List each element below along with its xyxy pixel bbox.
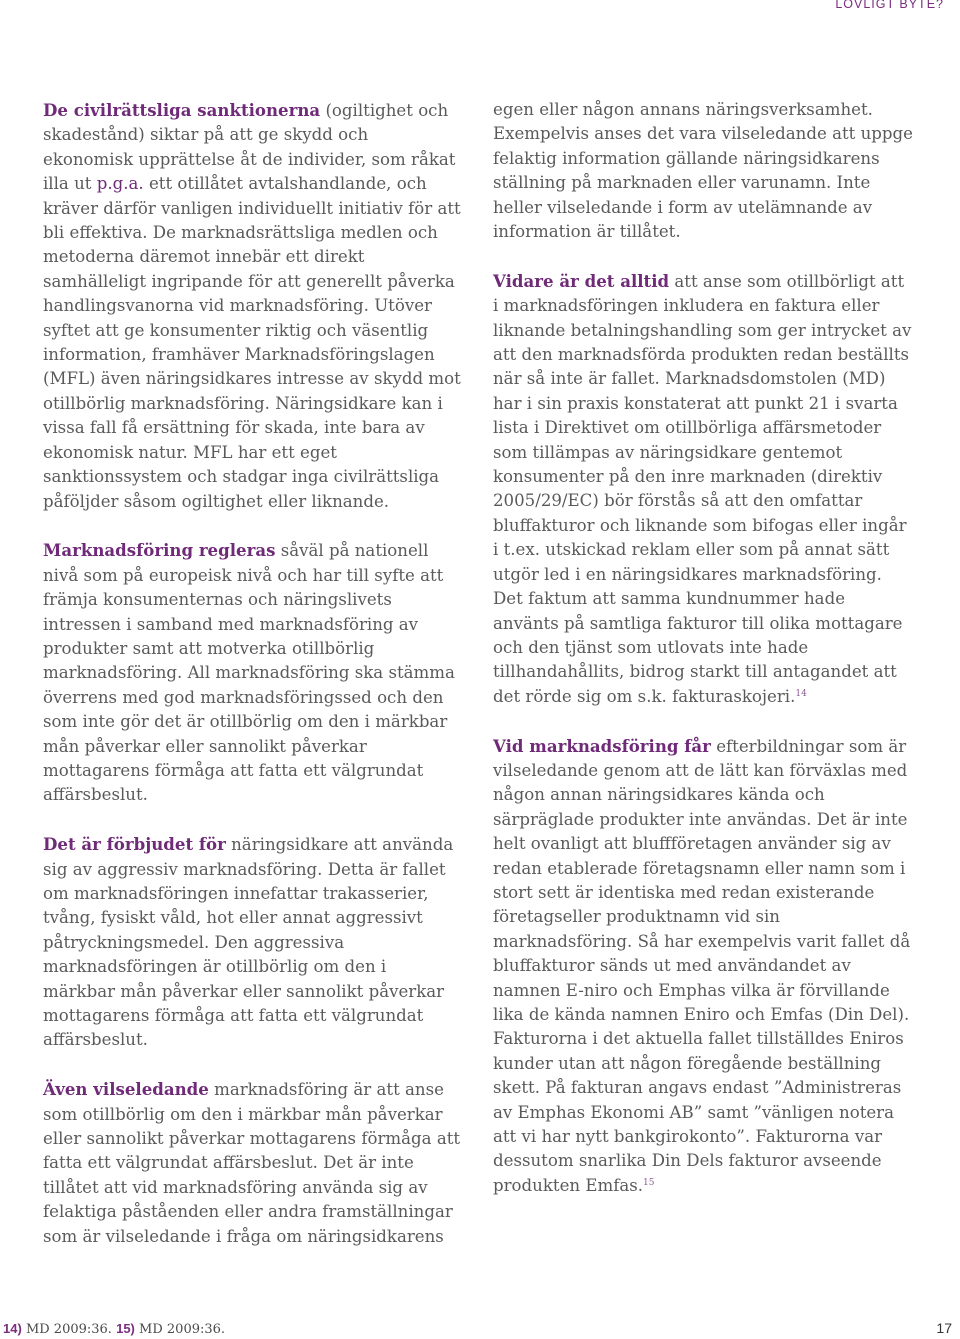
paragraph-text: såväl på nationell nivå som på europeisk nivå och har till syfte att främja konsumenternas och näringslivets intressen i samband med marknadsföring av produkter samt att motverka otillbörlig marknadsföring. All marknadsföring ska stämma överrens med god marknadsföringssed och den som inte gör det är otillbörlig om den i märkbar mån påverkar eller sannolikt påverkar mottagarens förmåga att fatta ett välgrundat affärsbeslut.	[43, 541, 455, 805]
paragraph-lead: Även vilseledande	[43, 1079, 209, 1100]
page-number: 17	[936, 1320, 952, 1336]
paragraph-lead: Vid marknadsföring får	[493, 735, 711, 756]
footnote-14	[3, 1322, 116, 1337]
footnote-number: 14)	[3, 1321, 22, 1336]
paragraph-lead: De civilrättsliga sanktionerna	[43, 100, 321, 120]
paragraph-text: näringsidkare att använda sig av aggressiv marknadsföring. Detta är fallet om marknadsföringen innefattar trakasserier, tvång, fysiskt våld, hot eller annat aggressivt påtryckningsmedel. Den aggressiva marknadsföringen är otillbörlig om den i märkbar mån påverkar eller sannolikt påverkar mottagarens förmåga att fatta ett välgrundat affärsbeslut.	[43, 835, 454, 1050]
paragraph	[43, 538, 463, 807]
paragraph-text: marknadsföring är att anse som otillbörlig om den i märkbar mån påverkar eller sannolikt påverkar mottagarens förmåga att fatta ett välgrundat affärsbeslut. Det är inte tillåtet att vid marknadsföring använda sig av felaktiga påståenden eller andra framställningar som är vilseledande i fråga om näringsidkarens	[43, 1080, 461, 1246]
highlighted-text: p.g.a.	[96, 174, 144, 194]
paragraph	[43, 1077, 463, 1249]
footnote-text: MD 2009:36.	[25, 1322, 112, 1337]
paragraph-lead: Vidare är det alltid	[493, 270, 670, 291]
paragraph-text: efterbildningar som är vilseledande genom att de lätt kan förväxlas med någon annan näringsidkares kända och särpräglade produkter inte användas. Det är inte helt ovanligt att bluffföretagen använder sig av redan etablerade företagsnamn eller namn som i stort sett är identiska med redan existerande företagseller produktnamn vid sin marknadsföring. Så har exempelvis varit fallet då bluffakturor sänds ut med användandet av namnen E-niro och Emphas vilka är förvillande lika de kända namnen Eniro och Emfas (Din Del). Fakturorna i det aktuella fallet tillställdes Eniros kunder utan att någon föregående beställning skett. På fakturan angavs endast ”Administreras av Emphas Ekonomi AB” samt ”vänligen notera att vi har nytt bankgirokonto”. Fakturorna var dessutom snarlika Din Dels fakturor avseende produkten Emfas.	[493, 736, 911, 1195]
paragraph	[493, 98, 913, 244]
paragraph	[493, 269, 913, 709]
paragraph-text: (ogiltighet och skadestånd) siktar på att ge skydd och ekonomisk upprättelse åt de individer, som råkat illa ut	[43, 101, 456, 194]
footnote-ref: 14	[795, 688, 807, 699]
footnote-ref: 15	[643, 1177, 655, 1188]
right-column	[493, 98, 913, 1223]
paragraph-lead: Det är förbjudet för	[43, 834, 226, 855]
footnotes	[3, 1320, 225, 1339]
paragraph	[493, 734, 913, 1199]
footnote-15	[116, 1322, 225, 1337]
footnote-number: 15)	[116, 1321, 135, 1336]
paragraph-text: att anse som otillbörligt att i marknadsföringen inkludera en faktura eller liknande betalningshandling som ger intrycket av att den marknadsförda produkten redan beställts när så inte är fallet. Marknadsdomstolen (MD) har i sin praxis konstaterat att punkt 21 i svarta lista i Direktivet om otillbörliga affärsmetoder som tillämpas av näringsidkare gentemot konsumenter på den inre marknaden (direktiv 2005/29/EC) bör förstås så att den omfattar bluffakturor och liknande som bifogas eller ingår i t.ex. utskickad reklam eller som på annat sätt utgör led i en näringsidkares marknadsföring. Det faktum att samma kundnummer hade använts på samtliga fakturor till olika mottagare och den tjänst som utlovats inte hade tillhandahållits, bidrog starkt till antagandet att det rörde sig om s.k. fakturaskojeri.	[493, 271, 912, 706]
footnote-text: MD 2009:36.	[139, 1322, 226, 1337]
paragraph	[43, 832, 463, 1053]
paragraph-text: egen eller någon annans näringsverksamhet. Exempelvis anses det vara vilseledande att uppge felaktig information gällande näringsidkarens ställning på marknaden eller varunamn. Inte heller vilseledande i form av utelämnande av information är tillåtet.	[493, 100, 913, 242]
left-column	[43, 98, 463, 1273]
paragraph-text: ett otillåtet avtalshandlande, och kräver därför vanligen individuellt initiativ för att bli effektiva. De marknadsrättsliga medlen och metoderna däremot innebär ett direkt samhälleligt ingripande för att generellt påverka handlingsvanorna vid marknadsföring. Utöver syftet att ge konsumenter riktig och väsentlig information, framhäver Marknadsföringslagen (MFL) även näringsidkares intresse av skydd mot otillbörlig marknadsföring. Näringsidkare kan i vissa fall få ersättning för skada, inte bara av ekonomisk natur. MFL har ett eget sanktionssystem och stadgar inga civilrättsliga påföljder såsom ogiltighet eller liknande.	[43, 174, 461, 511]
paragraph-lead: Marknadsföring regleras	[43, 540, 276, 561]
section-label: LOVLIGT BYTE?	[835, 0, 944, 11]
paragraph	[43, 98, 463, 514]
